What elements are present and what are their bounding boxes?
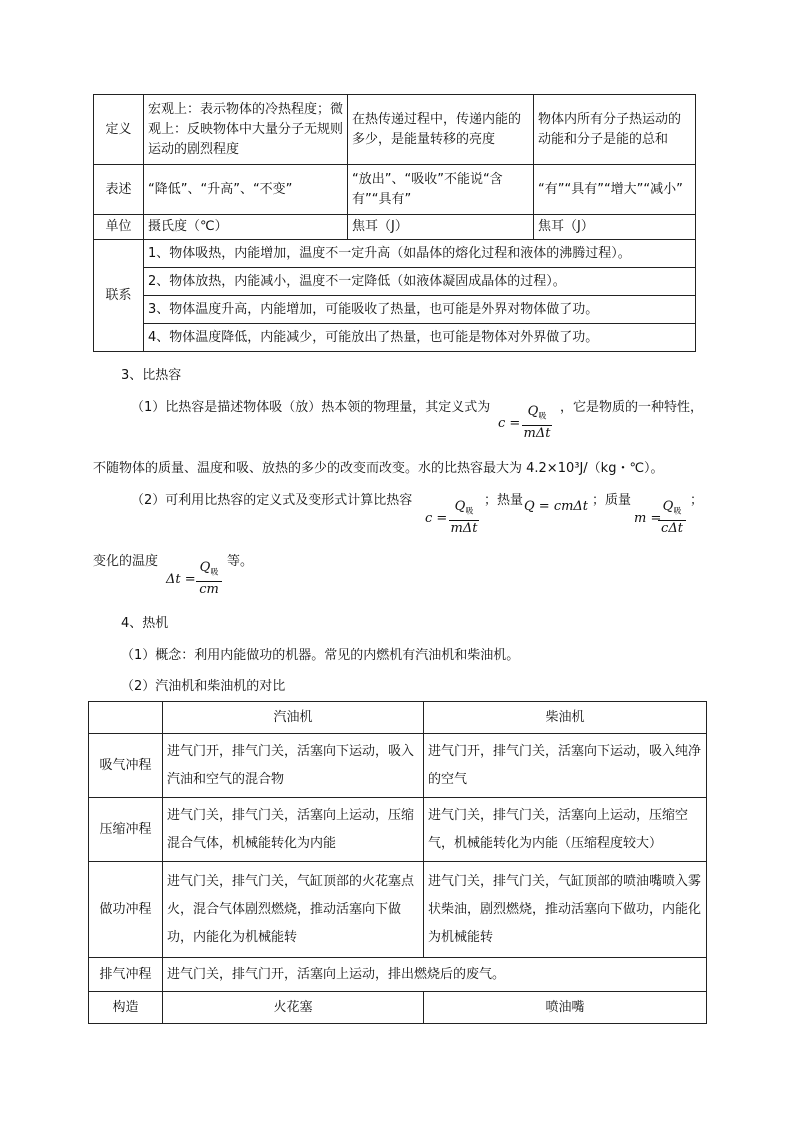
formula-m-lhs: m =	[634, 511, 662, 526]
label-etc: 等。	[227, 554, 254, 569]
paragraph-definition-start: （1）比热容是描述物体吸（放）热本领的物理量，其定义式为	[131, 400, 491, 415]
cell-energy-expression: “有”“具有”“增大”“减小”	[534, 165, 696, 215]
cell-gasoline-compression: 进气门关，排气门关，活塞向上运动，压缩混合气体，机械能转化为内能	[163, 798, 424, 862]
row-head-expression: 表述	[94, 165, 144, 215]
cell-diesel-power: 进气门关，排气门关，气缸顶部的喷油嘴喷入雾状柴油，剧烈燃烧，推动活塞向下做功，内能化为机械能转	[424, 862, 707, 958]
row-head-definition: 定义	[94, 95, 144, 165]
row-head-compression: 压缩冲程	[89, 798, 163, 862]
paragraph-concept: （1）概念：利用内能做功的机器。常见的内燃机有汽油机和柴油机。	[121, 648, 520, 663]
formula-dt-fraction: $Q_吸$ cm	[196, 560, 222, 598]
label-heat: ；热量	[484, 493, 524, 508]
cell-temperature-expression: “降低”、“升高”、“不变”	[144, 165, 348, 215]
cell-heat-unit: 焦耳（J）	[348, 215, 534, 240]
relation-item: 3、物体温度升高，内能增加，可能吸收了热量，也可能是外界对物体做了功。	[144, 296, 696, 324]
relation-item: 2、物体放热，内能减小，温度不一定降低（如液体凝固成晶体的过程）。	[144, 268, 696, 296]
header-diesel-engine: 柴油机	[424, 702, 707, 734]
relation-item: 4、物体温度降低，内能减少，可能放出了热量，也可能是物体对外界做了功。	[144, 324, 696, 352]
paragraph-definition-end: 不随物体的质量、温度和吸、放热的多少的改变而改变。水的比热容最大为 4.2×10³J/（kg・℃）。	[93, 461, 664, 476]
header-gasoline-engine: 汽油机	[163, 702, 424, 734]
cell-temperature-unit: 摄氏度（℃）	[144, 215, 348, 240]
cell-gasoline-power: 进气门关，排气门关，气缸顶部的火花塞点火，混合气体剧烈燃烧，推动活塞向下做功，内能化为机械能转	[163, 862, 424, 958]
cell-temperature-definition: 宏观上：表示物体的冷热程度；微观上：反映物体中大量分子无规则运动的剧烈程度	[144, 95, 348, 165]
cell-injector: 喷油嘴	[424, 992, 707, 1024]
cell-spark-plug: 火花塞	[163, 992, 424, 1024]
formula-c-lhs: c =	[498, 416, 521, 431]
formula-c2-fraction: $Q_吸$ mΔt	[450, 499, 478, 536]
section-title-heat-engine: 4、热机	[121, 616, 169, 631]
cell-exhaust: 进气门关，排气门开，活塞向上运动，排出燃烧后的废气。	[163, 958, 707, 992]
semicolon: ；	[690, 493, 704, 508]
formula-c-fraction: $Q_吸$ mΔt	[523, 404, 551, 441]
cell-energy-definition: 物体内所有分子热运动的动能和分子是能的总和	[534, 95, 696, 165]
row-head-exhaust: 排气冲程	[89, 958, 163, 992]
cell-heat-definition: 在热传递过程中，传递内能的多少，是能量转移的亮度	[348, 95, 534, 165]
header-empty	[89, 702, 163, 734]
relation-item: 1、物体吸热，内能增加，温度不一定升高（如晶体的熔化过程和液体的沸腾过程）。	[144, 240, 696, 268]
comparison-table-heat	[93, 94, 696, 352]
row-head-intake: 吸气冲程	[89, 734, 163, 798]
formula-m-fraction: $Q_吸$ cΔt	[658, 499, 686, 537]
formula-dt-lhs: Δt =	[166, 572, 196, 587]
row-head-structure: 构造	[89, 992, 163, 1024]
comparison-table-engines	[88, 701, 707, 1024]
formula-c2-lhs: c =	[425, 511, 448, 526]
cell-energy-unit: 焦耳（J）	[534, 215, 696, 240]
cell-heat-expression: “放出”、“吸收”不能说“含有”“具有”	[348, 165, 534, 215]
formula-q: Q = cmΔt	[524, 499, 589, 514]
section-title-specific-heat: 3、比热容	[121, 368, 182, 383]
cell-diesel-intake: 进气门开，排气门关，活塞向下运动，吸入纯净的空气	[424, 734, 707, 798]
row-head-power: 做功冲程	[89, 862, 163, 958]
row-head-unit: 单位	[94, 215, 144, 240]
row-head-relation: 联系	[94, 240, 144, 352]
paragraph-formulas-start: （2）可利用比热容的定义式及变形式计算比热容	[131, 493, 413, 508]
label-temperature-change: 变化的温度	[93, 554, 159, 569]
paragraph-definition-mid: ，它是物质的一种特性，	[560, 400, 704, 415]
label-mass: ；质量	[592, 493, 632, 508]
paragraph-comparison: （2）汽油机和柴油机的对比	[121, 679, 286, 694]
cell-diesel-compression: 进气门关，排气门关，活塞向上运动，压缩空气，机械能转化为内能（压缩程度较大）	[424, 798, 707, 862]
cell-gasoline-intake: 进气门开，排气门关，活塞向下运动，吸入汽油和空气的混合物	[163, 734, 424, 798]
